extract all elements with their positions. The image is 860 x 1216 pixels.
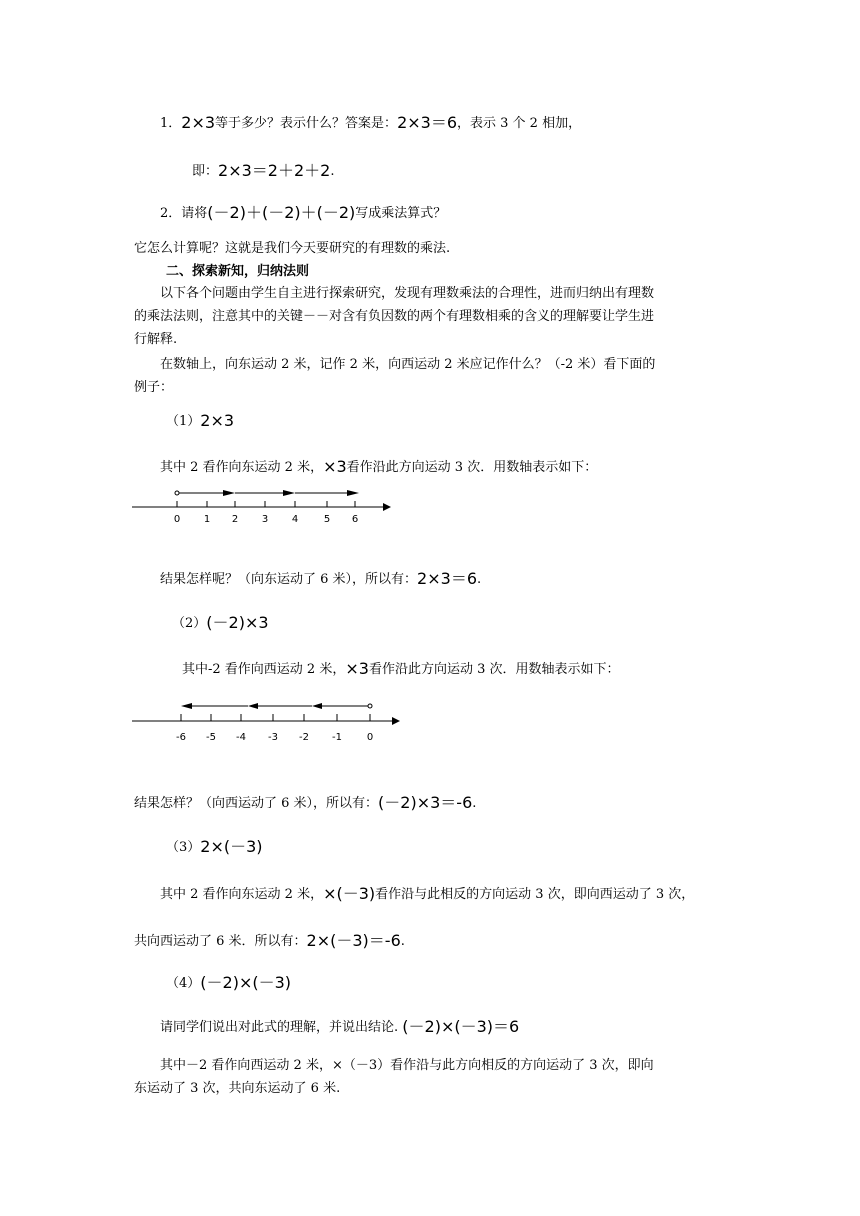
punctuation: . bbox=[330, 164, 335, 179]
punctuation: . bbox=[477, 572, 482, 587]
math-expression: 2×3＝6 bbox=[417, 569, 477, 588]
example-label: （1） bbox=[166, 414, 201, 429]
math-expression: 2×(－3)＝-6 bbox=[306, 931, 401, 950]
example-4-explanation-line-2: 东运动了 3 次，共向东运动了 6 米. bbox=[134, 1081, 341, 1096]
east-axis-tick-label: 5 bbox=[323, 514, 331, 525]
east-axis-tick-label: 6 bbox=[351, 514, 359, 525]
example-3-heading bbox=[166, 838, 263, 857]
description-text: 看作沿此方向运动 3 次．用数轴表示如下： bbox=[368, 662, 620, 677]
explore-paragraph-line-1: 以下各个问题由学生自主进行探索研究，发现有理数乘法的合理性，进而归纳出有理数 bbox=[160, 286, 655, 301]
east-axis-tick-label: 2 bbox=[231, 514, 239, 525]
example-2-result bbox=[134, 794, 476, 813]
question-text: ，表示 3 个 2 相加， bbox=[457, 116, 582, 131]
section-heading: 二、探索新知，归纳法则 bbox=[166, 264, 310, 279]
math-expression: (－2)＋(－2)＋(－2) bbox=[207, 203, 356, 222]
west-axis-tick-label: 0 bbox=[366, 732, 374, 743]
example-label: （3） bbox=[166, 840, 201, 855]
prefix-text: 即： bbox=[192, 164, 219, 179]
punctuation: . bbox=[400, 934, 405, 949]
example-label: （2） bbox=[172, 616, 207, 631]
west-axis-tick-label: -1 bbox=[332, 732, 342, 743]
example-3-result bbox=[134, 932, 405, 951]
math-expression: 2×(－3) bbox=[200, 837, 263, 856]
math-expression: ×(－3) bbox=[323, 884, 376, 903]
east-axis-tick-label: 0 bbox=[173, 514, 181, 525]
math-expression: 2×3＝6 bbox=[397, 113, 458, 132]
east-axis-tick-label: 3 bbox=[261, 514, 269, 525]
result-text: 结果怎样呢？（向东运动了 6 米），所以有： bbox=[160, 572, 418, 587]
punctuation: . bbox=[472, 796, 477, 811]
example-3-description bbox=[160, 885, 694, 904]
example-4-prompt bbox=[160, 1018, 519, 1037]
east-axis-tick-label: 1 bbox=[203, 514, 211, 525]
math-expression: ×3 bbox=[323, 457, 347, 476]
math-expression: ×3 bbox=[345, 659, 369, 678]
explore-paragraph-line-2: 的乘法法则，注意其中的关键－－对含有负因数的两个有理数相乘的含义的理解要让学生进 bbox=[134, 309, 655, 324]
example-4-explanation-line-1: 其中－2 看作向西运动 2 米，×（－3）看作沿与此方向相反的方向运动了 3 次，即向 bbox=[160, 1058, 654, 1073]
description-text: 其中-2 看作向西运动 2 米， bbox=[182, 662, 346, 677]
example-4-heading bbox=[166, 974, 291, 993]
math-expression: 2×3 bbox=[200, 411, 235, 430]
west-axis-tick-label: -4 bbox=[236, 732, 246, 743]
math-expression: (－2)×(－3) bbox=[200, 973, 292, 992]
description-text: 其中 2 看作向东运动 2 米， bbox=[160, 460, 324, 475]
result-text: 结果怎样？（向西运动了 6 米），所以有： bbox=[134, 796, 379, 811]
west-axis-tick-label: -5 bbox=[206, 732, 216, 743]
question-number: 2．请将 bbox=[160, 206, 208, 221]
description-text: 看作沿与此相反的方向运动 3 次，即向西运动了 3 次， bbox=[375, 887, 695, 902]
math-expression: 2×3＝2＋2＋2 bbox=[218, 161, 331, 180]
math-expression: 2×3 bbox=[181, 113, 216, 132]
intro-paragraph: 它怎么计算呢？这就是我们今天要研究的有理数的乘法. bbox=[134, 241, 451, 256]
example-label: （4） bbox=[166, 976, 201, 991]
description-text: 其中 2 看作向东运动 2 米， bbox=[160, 887, 324, 902]
west-axis-tick-label: -3 bbox=[268, 732, 278, 743]
axis-paragraph-line-2: 例子： bbox=[134, 380, 174, 395]
west-axis-tick-label: -6 bbox=[176, 732, 186, 743]
east-axis-tick-label: 4 bbox=[291, 514, 299, 525]
question-text: 等于多少？表示什么？答案是： bbox=[215, 116, 398, 131]
prompt-text: 请同学们说出对此式的理解，并说出结论. bbox=[160, 1020, 399, 1035]
result-text: 共向西运动了 6 米．所以有： bbox=[134, 934, 307, 949]
question-number: 1． bbox=[160, 116, 182, 131]
explore-paragraph-line-3: 行解释. bbox=[134, 332, 178, 347]
math-expression: (－2)×3 bbox=[206, 613, 269, 632]
math-expression: (－2)×3＝-6 bbox=[378, 793, 473, 812]
description-text: 看作沿此方向运动 3 次．用数轴表示如下： bbox=[346, 460, 598, 475]
west-axis-tick-label: -2 bbox=[299, 732, 309, 743]
math-expression: (－2)×(－3)＝6 bbox=[402, 1017, 520, 1036]
question-text: 写成乘法算式？ bbox=[355, 206, 447, 221]
axis-paragraph-line-1: 在数轴上，向东运动 2 米，记作 2 米，向西运动 2 米应记作什么？（-2 米）看下面的 bbox=[160, 357, 656, 372]
